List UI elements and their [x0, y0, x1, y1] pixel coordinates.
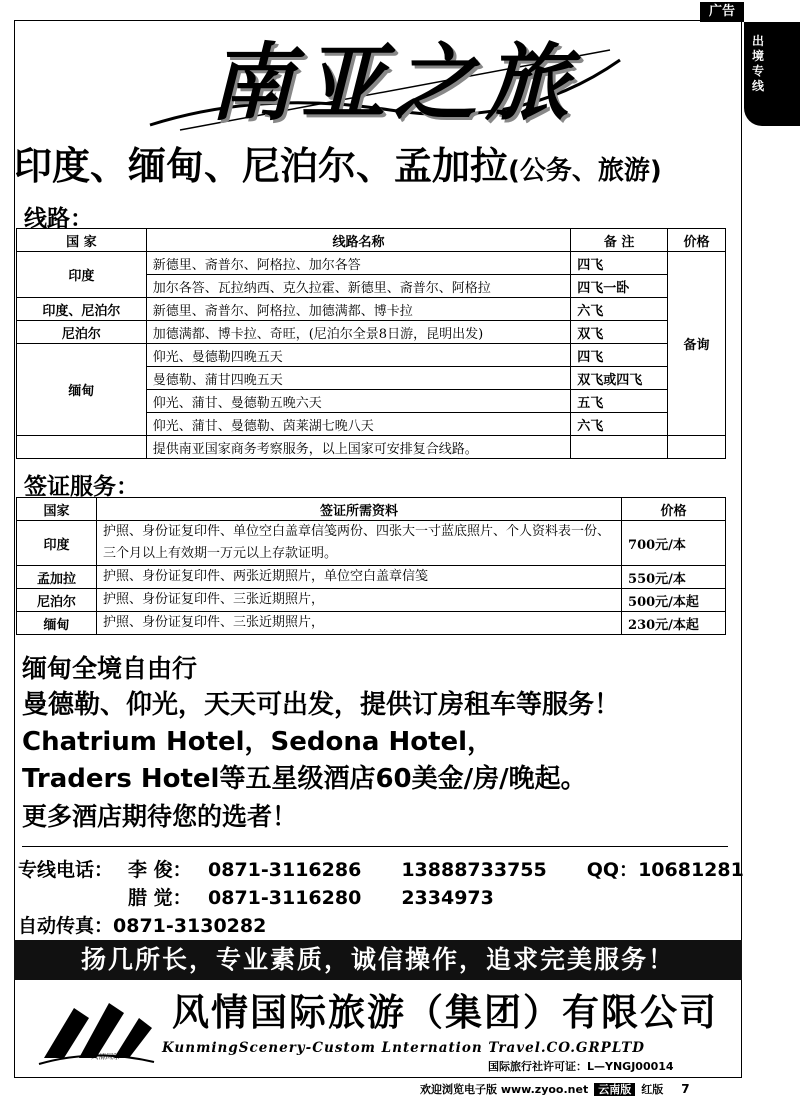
- routes-section-title: 线路：: [24, 206, 93, 232]
- table-row: [17, 521, 726, 566]
- fax-label: 自动传真：: [18, 915, 114, 937]
- qq-label: QQ：: [586, 859, 639, 881]
- phone-number[interactable]: 0871-3116286: [208, 859, 362, 881]
- country-cell: 印度: [17, 521, 97, 566]
- contact-name: 李 俊：: [128, 859, 192, 881]
- remark-cell: 四飞: [571, 252, 668, 275]
- route-cell: 加德满都、博卡拉、奇旺，(尼泊尔全景8日游，昆明出发): [146, 321, 571, 344]
- col-header-country: 国 家: [17, 229, 147, 252]
- slogan-banner: 扬几所长，专业素质，诚信操作，追求完美服务！: [14, 940, 742, 980]
- remark-cell: 六飞: [571, 298, 668, 321]
- contact-row-2: [18, 884, 748, 912]
- promo-line-4: Traders Hotel等五星级酒店60美金/房/晚起。: [22, 764, 587, 794]
- route-cell: 仰光、蒲甘、曼德勒五晚六天: [146, 390, 571, 413]
- empty-cell: [571, 436, 668, 459]
- page-title: 南亚之旅: [208, 33, 577, 132]
- promo-line-5: 更多酒店期待您的选者！: [22, 802, 298, 831]
- empty-cell: [17, 436, 147, 459]
- requirements-cell: 护照、身份证复印件、两张近期照片，单位空白盖章信笺: [96, 566, 621, 589]
- route-cell: 新德里、斋普尔、阿格拉、加尔各答: [146, 252, 571, 275]
- visa-table: [16, 497, 726, 635]
- requirements-cell: 护照、身份证复印件、三张近期照片，: [96, 589, 621, 612]
- remark-cell: 四飞: [571, 344, 668, 367]
- col-header-country: 国家: [17, 498, 97, 521]
- ad-tag: 广告: [700, 2, 744, 22]
- promo-block: [22, 650, 742, 835]
- promo-line-1: 缅甸全境自由行: [22, 654, 198, 683]
- routes-table: [16, 228, 726, 459]
- col-header-remark: 备 注: [571, 229, 668, 252]
- company-name-cn: 风情国际旅游（集团）有限公司: [172, 991, 718, 1034]
- route-cell: 仰光、曼德勒四晚五天: [146, 344, 571, 367]
- promo-line-3: Chatrium Hotel，Sedona Hotel，: [22, 727, 494, 757]
- route-cell: 仰光、蒲甘、曼德勒、茵莱湖七晚八天: [146, 413, 571, 436]
- country-cell: 印度、尼泊尔: [17, 298, 147, 321]
- mobile-number[interactable]: 13888733755: [401, 859, 547, 881]
- route-cell: 曼德勒、蒲甘四晚五天: [146, 367, 571, 390]
- table-row: [17, 344, 726, 367]
- phone-label: 专线电话：: [18, 859, 114, 881]
- price-cell: 230元/本起: [622, 612, 726, 635]
- col-header-route: 线路名称: [146, 229, 571, 252]
- promo-line-2: 曼德勒、仰光，天天可出发，提供订房租车等服务！: [22, 690, 621, 720]
- route-cell: 新德里、斋普尔、阿格拉、加德满都、博卡拉: [146, 298, 571, 321]
- visa-section-title: 签证服务：: [24, 474, 139, 500]
- contact-row-1: [18, 856, 748, 884]
- country-cell: 缅甸: [17, 344, 147, 436]
- license-number: 国际旅行社许可证：L—YNGJ00014: [488, 1060, 674, 1073]
- countries-heading: [14, 140, 744, 192]
- contact-row-3: [18, 912, 748, 940]
- price-cell: 700元/本: [622, 521, 726, 566]
- phone-number[interactable]: 0871-3116280: [208, 887, 362, 909]
- remark-cell: 五飞: [571, 390, 668, 413]
- table-row: [17, 252, 726, 275]
- country-cell: 缅甸: [17, 612, 97, 635]
- remark-cell: 双飞或四飞: [571, 367, 668, 390]
- remark-cell: 双飞: [571, 321, 668, 344]
- requirements-cell: 护照、身份证复印件、单位空白盖章信笺两份、四张大一寸蓝底照片、个人资料表一份、三个月以上有效期一万元以上存款证明。: [96, 521, 621, 566]
- country-cell: 印度: [17, 252, 147, 298]
- remark-cell: 六飞: [571, 413, 668, 436]
- table-row: [17, 321, 726, 344]
- visa-header-row: [17, 498, 726, 521]
- country-cell: 尼泊尔: [17, 589, 97, 612]
- col-header-requirements: 签证所需资料: [96, 498, 621, 521]
- qq-number[interactable]: 10681281: [638, 859, 744, 881]
- table-row: [17, 612, 726, 635]
- routes-footer-note: 提供南亚国家商务考察服务，以上国家可安排复合线路。: [146, 436, 571, 459]
- page-number: 7: [681, 1082, 690, 1096]
- empty-cell: [668, 436, 726, 459]
- routes-header-row: [17, 229, 726, 252]
- edition-badge: 云南版: [594, 1083, 635, 1096]
- table-row: [17, 298, 726, 321]
- countries-heading-text: 印度、缅甸、尼泊尔、孟加拉: [14, 144, 509, 188]
- table-row: [17, 589, 726, 612]
- col-header-price: 价格: [622, 498, 726, 521]
- price-cell: 550元/本: [622, 566, 726, 589]
- edition-color: 红版: [641, 1083, 664, 1096]
- country-cell: 孟加拉: [17, 566, 97, 589]
- remark-cell: 四飞一卧: [571, 275, 668, 298]
- footer-website[interactable]: 欢迎浏览电子版 www.zyoo.net: [420, 1083, 589, 1096]
- divider: [22, 846, 728, 847]
- price-cell: 备询: [668, 252, 726, 436]
- price-cell: 500元/本起: [622, 589, 726, 612]
- side-tab: 出境专线: [744, 22, 800, 126]
- contact-name: 腊 觉：: [128, 887, 192, 909]
- col-header-price: 价格: [668, 229, 726, 252]
- route-cell: 加尔各答、瓦拉纳西、克久拉霍、新德里、斋普尔、阿格拉: [146, 275, 571, 298]
- requirements-cell: 护照、身份证复印件、三张近期照片，: [96, 612, 621, 635]
- page-footer: [420, 1080, 690, 1098]
- countries-subheading: (公务、旅游): [508, 156, 662, 186]
- phone-number-extra[interactable]: 2334973: [401, 887, 494, 909]
- fax-number[interactable]: 0871-3130282: [113, 915, 267, 937]
- table-row: [17, 566, 726, 589]
- company-name-en: KunmingScenery-Custom Lnternation Travel.CO.GRPLTD: [162, 1040, 645, 1056]
- table-row: [17, 436, 726, 459]
- contact-block: [18, 856, 748, 940]
- logo-caption: 风情国际: [91, 1053, 119, 1061]
- country-cell: 尼泊尔: [17, 321, 147, 344]
